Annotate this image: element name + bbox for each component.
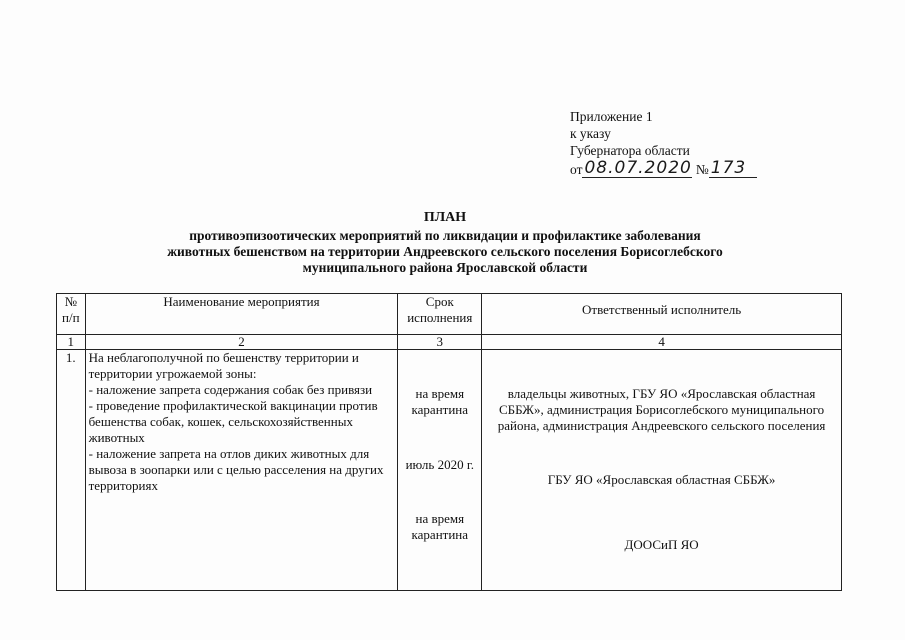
table-row xyxy=(57,350,842,591)
row-number: 1. xyxy=(57,350,86,591)
header-num: № п/п xyxy=(57,294,86,335)
row-name-cell xyxy=(85,350,398,591)
header-term: Срок исполнения xyxy=(398,294,482,335)
plan-subtitle-line-2: животных бешенством на территории Андреевского сельского поселения Борисоглебского xyxy=(167,244,723,259)
header-name: Наименование мероприятия xyxy=(85,294,398,335)
index-cell: 3 xyxy=(398,335,482,350)
plan-subtitle-line-3: муниципального района Ярославской области xyxy=(302,260,588,275)
table-index-row xyxy=(57,335,842,350)
header-exec: Ответственный исполнитель xyxy=(482,294,842,335)
appendix-line-1: Приложение 1 xyxy=(570,109,653,124)
row-term-cell xyxy=(398,350,482,591)
number-prefix: № xyxy=(695,162,709,177)
measure-3-name: - наложение запрета на отлов диких животных для вывоза в зоопарки или с целью расселения на других территориях xyxy=(88,446,384,493)
measure-1-exec: владельцы животных, ГБУ ЯО «Ярославская областная СББЖ», администрация Борисоглебского муниципального района, администрация Андреевского сельского поселения xyxy=(497,386,826,433)
index-cell: 4 xyxy=(482,335,842,350)
measure-1-name: - наложение запрета содержания собак без привязи xyxy=(88,382,373,397)
measure-1-term: на время карантина xyxy=(411,386,469,417)
row-exec-cell xyxy=(482,350,842,591)
table-header-row xyxy=(57,294,842,335)
handwritten-number: 173 xyxy=(709,159,757,178)
appendix-line-3: Губернатора области xyxy=(570,143,690,158)
index-cell: 2 xyxy=(85,335,398,350)
appendix-date-line xyxy=(570,159,757,178)
index-cell: 1 xyxy=(57,335,86,350)
measure-3-exec: ДООСиП ЯО xyxy=(624,537,699,552)
measure-3-term: на время карантина xyxy=(411,511,469,542)
plan-subtitle-line-1: противоэпизоотических мероприятий по ликвидации и профилактике заболевания xyxy=(189,228,701,243)
date-prefix: от xyxy=(570,162,583,177)
measure-2-exec: ГБУ ЯО «Ярославская областная СББЖ» xyxy=(547,472,776,487)
row-intro: На неблагополучной по бешенству территории и территории угрожаемой зоны: xyxy=(88,350,359,381)
plan-table xyxy=(56,293,842,591)
plan-title: ПЛАН xyxy=(423,210,467,225)
appendix-line-2: к указу xyxy=(570,126,611,141)
measure-2-term: июль 2020 г. xyxy=(405,457,474,472)
plan-title-block xyxy=(120,210,770,276)
measure-2-name: - проведение профилактической вакцинации против бешенства собак, кошек, сельскохозяйственных животных xyxy=(88,398,378,445)
handwritten-date: 08.07.2020 xyxy=(584,158,692,178)
appendix-block xyxy=(570,108,757,178)
